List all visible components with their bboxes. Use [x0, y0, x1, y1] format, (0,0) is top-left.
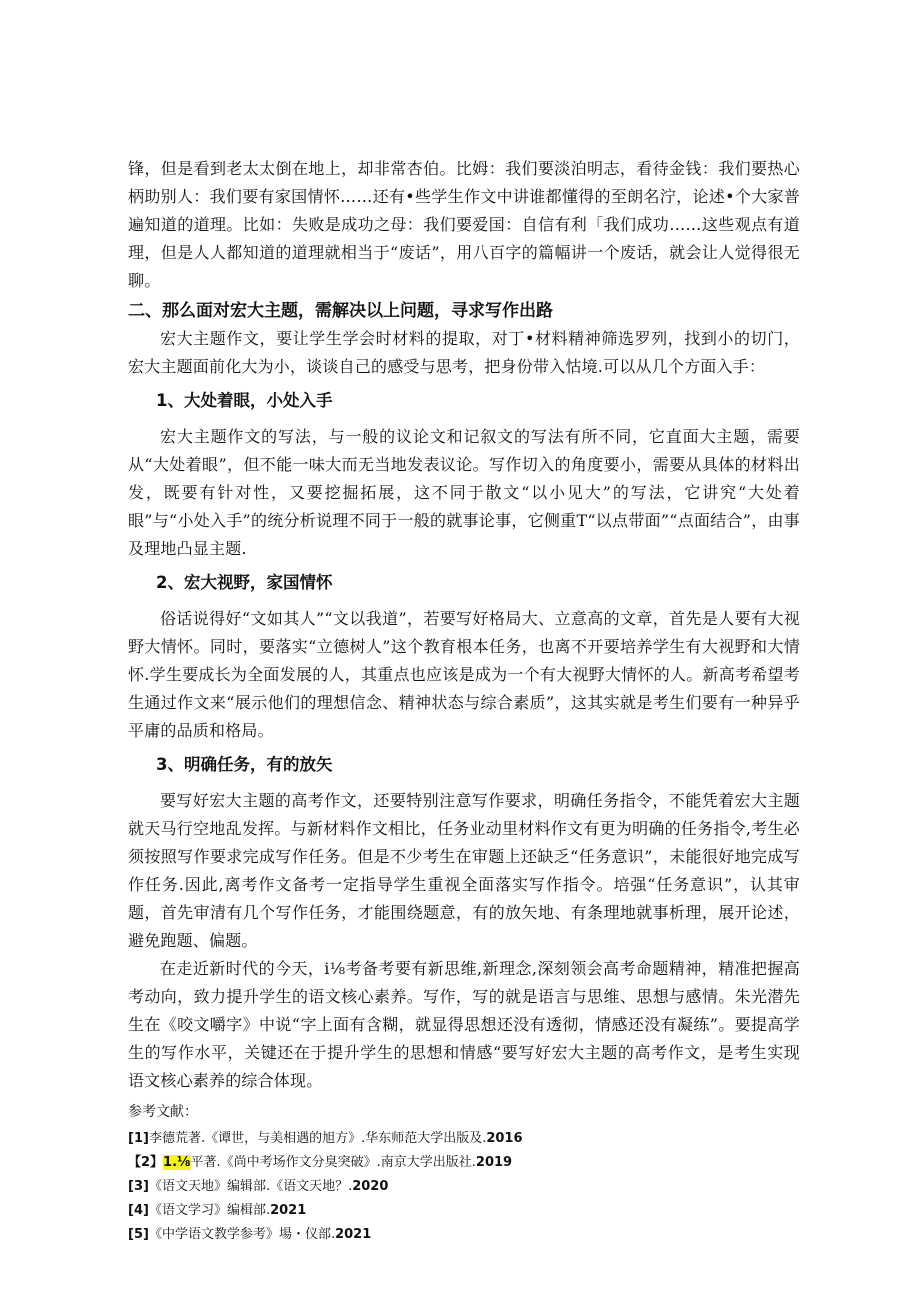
reference-year: 2020	[352, 1179, 389, 1194]
reference-number: [5]	[128, 1227, 149, 1242]
highlighted-text: 1.⅛	[163, 1155, 191, 1170]
reference-number: [3]	[128, 1179, 149, 1194]
subsection-heading: 3、明确任务，有的放矢	[156, 755, 333, 774]
reference-text: 《中学语文教学参考》場・仪部.	[148, 1227, 336, 1242]
reference-text: 平著.《尚中考场作文分臭突破》.南京大学出版社.	[190, 1155, 476, 1170]
reference-year: 2021	[335, 1227, 372, 1242]
subsection-heading: 1、大处着眼，小处入手	[156, 391, 333, 410]
reference-item	[128, 1226, 800, 1243]
reference-number: [4]	[128, 1203, 149, 1218]
reference-number: 【2】	[128, 1155, 164, 1170]
reference-item	[128, 1178, 800, 1195]
reference-text: 《语文天地》编辑部.《语文天地？.	[148, 1179, 353, 1194]
body-paragraph: 宏大主题作文的写法，与一般的议论文和记叙文的写法有所不同，它直面大主题，需要从“大处着眼”，但不能一味大而无当地发表议论。写作切入的角度要小，需要从具体的材料出发，既要有针对性，又要挖掘拓展，这不同于散文“以小见大”的写法，它讲究“大处着眼”与“小处入手”的统分析说理不同于一般的就事论事，它侧重T“以点带面”“点面结合”，由事及理地凸显主题.	[128, 427, 800, 558]
reference-item	[128, 1154, 800, 1171]
document-page	[128, 155, 800, 1243]
reference-item	[128, 1202, 800, 1219]
reference-text: 《语文学习》编楫部.	[148, 1203, 271, 1218]
subsection-heading: 2、宏大视野，家国情怀	[156, 573, 333, 592]
body-paragraph: 要写好宏大主题的高考作文，还要特别注意写作要求，明确任务指令，不能凭着宏大主题就天马行空地乱发挥。与新材料作文相比，任务业动里材料作文有更为明确的任务指令,考生必须按照写作要求完成写作任务。但是不少考生在审题上还缺乏“任务意识”，未能很好地完成写作任务.因此,离考作文备考一定指导学生重视全面落实写作指令。培强“任务意识”，认其审题，首先审清有几个写作任务，才能围绕题意，有的放矢地、有条理地就事析理，展开论述，避免跑题、偏题。	[128, 791, 800, 950]
body-paragraph: 宏大主题作文，要让学生学会时材料的提取，对丁•材料精神筛选罗列，找到小的切门，宏大主题面前化大为小，谈谈自己的感受与思考，把身份带入怙境.可以从几个方面入手：	[128, 329, 800, 376]
reference-number: [1]	[128, 1131, 149, 1146]
reference-year: 2016	[486, 1131, 523, 1146]
reference-item	[128, 1130, 800, 1147]
references-title: 参考文献：	[128, 1104, 198, 1120]
section-heading: 二、那么面对宏大主题，需解决以上问题，寻求写作出路	[128, 301, 553, 321]
reference-year: 2021	[270, 1203, 307, 1218]
body-paragraph: 锋，但是看到老太太倒在地上，却非常杏伯。比姆：我们要淡泊明志，看待金钱：我们要热心柄助别人：我们要有家国情怀……还有•些学生作文中讲谁都懂得的至朗名泞，论述•个大家普遍知道的道理。比如：失败是成功之母：我们要爱国：自信有利「我们成功……这些观点有道理，但是人人都知道的道理就相当于“废话”，用八百字的篇幅讲一个废话，就会让人觉得很无聊。	[128, 159, 800, 290]
body-paragraph: 俗话说得好“文如其人”“文以我道”，若要写好格局大、立意高的文章，首先是人要有大视野大情怀。同时，要落实“立德树人”这个教育根本任务，也离不开要培养学生有大视野和大情怀.学生要成长为全面发展的人，其重点也应该是成为一个有大视野大情怀的人。新高考希望考生通过作文来“展示他们的理想信念、精神状态与综合素质”，这其实就是考生们要有一种异乎平庸的品质和格局。	[128, 609, 800, 740]
reference-text: 李德荒著.《谭世，与美相遇的旭方》.华东师范大学出版及.	[148, 1131, 487, 1146]
reference-year: 2019	[475, 1155, 513, 1170]
body-paragraph: 在走近新时代的今天，i⅛考备考要有新思维,新理念,深刻领会高考命题精神，精准把握高考动向，致力提升学生的语文核心素养。写作，写的就是语言与思维、思想与感情。朱光潜先生在《咬文嚼字》中说“字上面有含糊，就显得思想还没有透彻，情感还没有凝练”。要提高学生的写作水平，关键还在于提升学生的思想和情感“要写好宏大主题的高考作文，是考生实现语文核心素养的综合体现。	[128, 959, 800, 1090]
